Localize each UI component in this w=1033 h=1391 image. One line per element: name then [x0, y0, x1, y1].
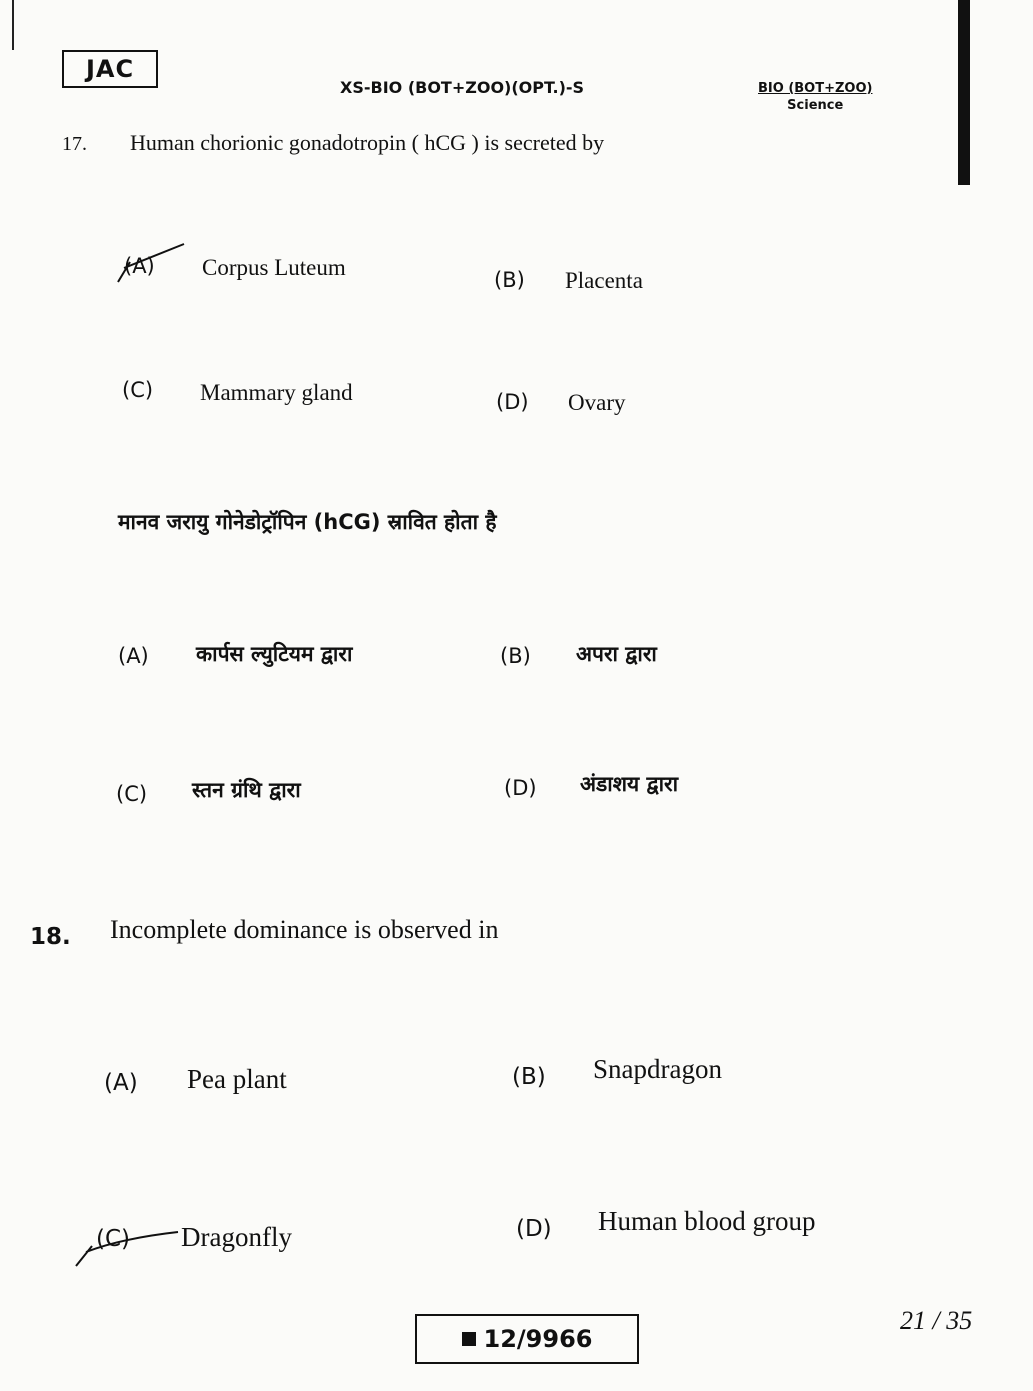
paper-code: XS-BIO (BOT+ZOO)(OPT.)-S — [340, 78, 585, 97]
q18-option-b-text: Snapdragon — [593, 1054, 722, 1084]
q17-hindi-option-d-text: अंडाशय द्वारा — [580, 772, 679, 796]
q17-hindi-option-b-text: अपरा द्वारा — [576, 642, 657, 666]
subject-label — [758, 80, 872, 114]
booklet-code-box — [415, 1314, 639, 1364]
q17-option-b-text: Placenta — [565, 268, 643, 293]
q17-hindi-option-b-label: (B) — [500, 644, 531, 668]
q18-option-a-label: (A) — [104, 1070, 138, 1096]
scan-edge-left — [12, 0, 14, 50]
q17-option-c-text: Mammary gland — [200, 380, 353, 405]
q17-option-a-label: (A) — [124, 254, 155, 278]
page-number: 21 / 35 — [900, 1306, 973, 1335]
board-box: JAC — [62, 50, 158, 88]
subject-line-1: BIO (BOT+ZOO) — [758, 81, 873, 96]
q18-option-a-text: Pea plant — [187, 1064, 287, 1094]
q18-option-b-label: (B) — [512, 1064, 546, 1090]
q18-text: Incomplete dominance is observed in — [110, 915, 499, 944]
q17-text: Human chorionic gonadotropin ( hCG ) is secreted by — [130, 130, 605, 155]
q17-hindi-option-c-text: स्तन ग्रंथि द्वारा — [192, 778, 301, 802]
q17-hindi-option-d-label: (D) — [504, 776, 537, 800]
square-bullet-icon — [462, 1332, 476, 1346]
booklet-code: 12/9966 — [483, 1325, 593, 1353]
tick-mark-icon — [114, 238, 190, 286]
q18-number: 18. — [30, 924, 71, 950]
q17-option-d-label: (D) — [496, 390, 529, 414]
q17-option-c-label: (C) — [122, 378, 154, 402]
q17-hindi-option-a-text: कार्पस ल्युटियम द्वारा — [196, 642, 353, 666]
q17-hindi-option-c-label: (C) — [116, 782, 148, 806]
q18-option-d-text: Human blood group — [598, 1206, 816, 1236]
q18-option-c-text: Dragonfly — [181, 1222, 292, 1252]
q17-option-a-text: Corpus Luteum — [202, 255, 346, 280]
subject-line-2: Science — [787, 98, 844, 113]
tick-mark-icon — [72, 1222, 182, 1270]
q17-option-b-label: (B) — [494, 268, 525, 292]
q18-option-d-label: (D) — [516, 1216, 552, 1242]
q18-option-c-label: (C) — [96, 1226, 131, 1252]
q17-option-d-text: Ovary — [568, 390, 626, 415]
q17-hindi-option-a-label: (A) — [118, 644, 149, 668]
q17-hindi-text: मानव जरायु गोनेडोट्रॉपिन (hCG) स्रावित होता है — [118, 510, 497, 534]
scan-edge-right — [958, 0, 970, 185]
q17-number: 17. — [62, 133, 87, 155]
